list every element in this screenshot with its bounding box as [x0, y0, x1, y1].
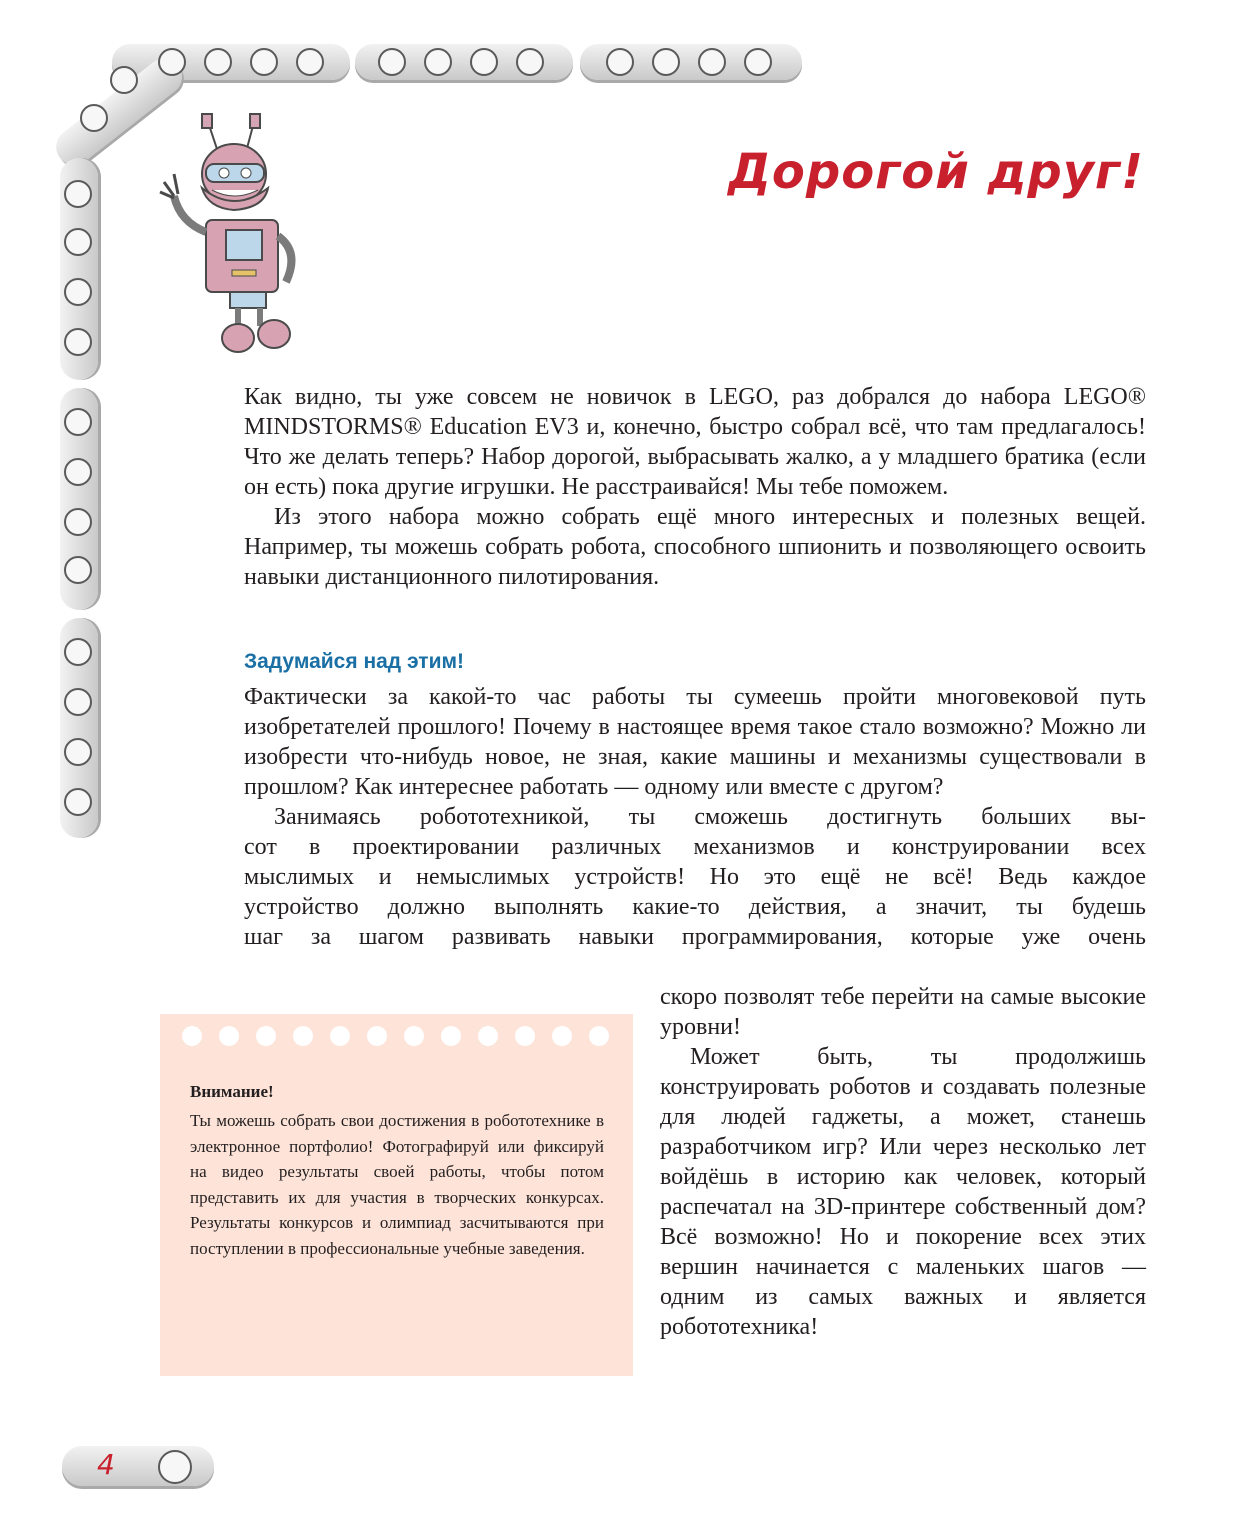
- note-title: Внимание!: [190, 1082, 274, 1101]
- section-paragraph-2-tail: скоро позволят тебе перейти на самые высокие уровни!: [660, 984, 1146, 1040]
- section-paragraph-3: Может быть, ты продолжишь конструировать роботов и создавать полезные для людей гаджеты, а может, станешь разработчиком игр? Или через несколько лет войдёшь в историю как человек, который распечатал на 3D-принтере собственный дом? Всё возможно! Но и покорение всех этих вершин начинается с маленьких шагов — одним из самых важных и является робототехника!: [660, 1044, 1146, 1340]
- right-column: [660, 982, 1146, 1342]
- text-line: Занимаясь робототехникой, ты сможешь достигнуть больших вы-: [274, 804, 1146, 830]
- section-heading: Задумайся над этим!: [244, 650, 465, 673]
- section-block: [244, 682, 1146, 952]
- note-text: Ты можешь собрать свои достижения в робототехнике в электронное портфолио! Фотографируй или фиксируй на видео результаты своей работы, чтобы потом представить их для участия в творческих конкурсах. Результаты конкурсов и олимпиад засчитываются при поступлении в профессиональные учебные заведения.: [190, 1111, 604, 1258]
- section-paragraph-1: Фактически за какой-то час работы ты сумеешь пройти многовековой путь изобретателей прошлого! Почему в настоящее время такое стало возможно? Можно ли изобрести что-нибудь новое, не зная, какие машины и механизмы существовали в прошлом? Как интереснее работать — одному или вместе с другом?: [244, 684, 1146, 800]
- text-line: шаг за шагом развивать навыки программирования, которые уже очень: [244, 924, 1146, 950]
- robot-illustration: [150, 112, 310, 362]
- attention-note: [160, 1014, 633, 1376]
- beam-hole-icon: [158, 1450, 192, 1484]
- page-number: 4: [97, 1448, 115, 1481]
- page-title: Дорогой друг!: [728, 144, 1144, 201]
- text-line: мыслимых и немыслимых устройств! Но это ещё не всё! Ведь каждое: [244, 864, 1146, 890]
- intro-block: [244, 382, 1146, 592]
- section-paragraph-2: [244, 802, 1146, 952]
- text-line: сот в проектировании различных механизмов и конструировании всех: [244, 834, 1146, 860]
- text-line: устройство должно выполнять какие-то действия, а значит, ты будешь: [244, 894, 1146, 920]
- intro-paragraph-2: Из этого набора можно собрать ещё много интересных и полезных вещей. Например, ты можешь собрать робота, способного шпионить и позволяющего освоить навыки дистанционного пилотирования.: [244, 504, 1146, 590]
- intro-paragraph-1: Как видно, ты уже совсем не новичок в LEGO, раз добрался до набора LEGO® MINDSTORMS® Education EV3 и, конечно, быстро собрал всё, что там предлагалось! Что же делать теперь? Набор дорогой, выбрасывать жалко, а у младшего братика (если он есть) пока другие игрушки. Не расстраивайся! Мы тебе поможем.: [244, 384, 1146, 500]
